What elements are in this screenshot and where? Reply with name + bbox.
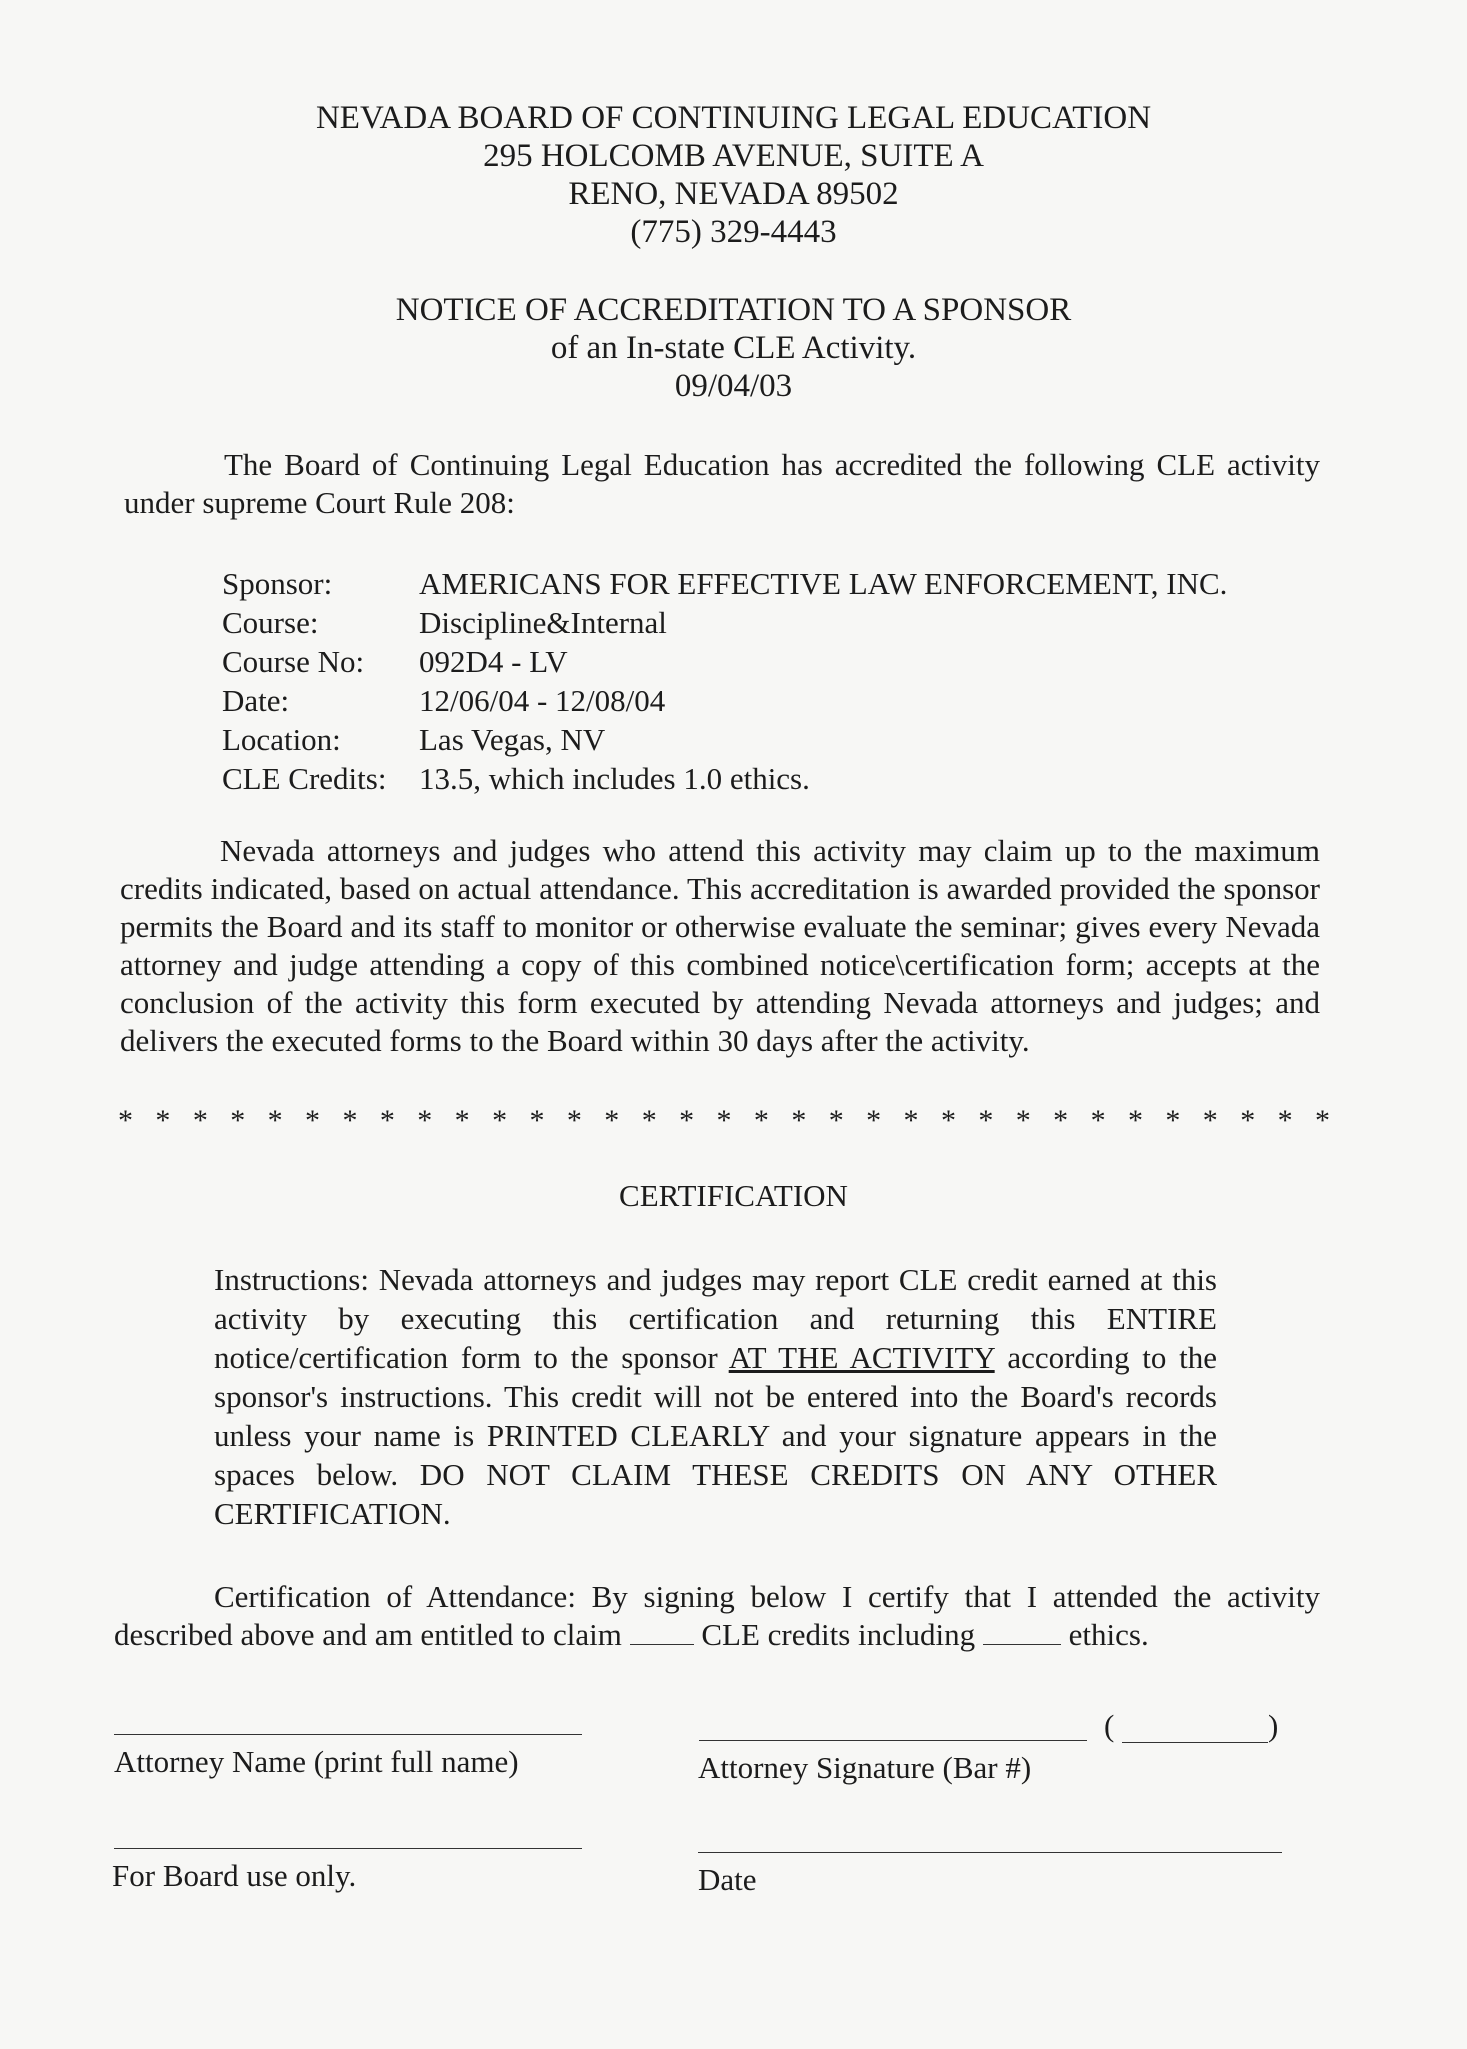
detail-row-cle-credits xyxy=(222,761,1227,800)
separator-star: * xyxy=(716,1104,732,1137)
separator-star: * xyxy=(1015,1104,1031,1137)
attendance-text-end: ethics. xyxy=(1060,1617,1149,1652)
separator-star: * xyxy=(1240,1104,1256,1137)
bar-number-close-paren: ) xyxy=(1268,1708,1279,1743)
org-name: NEVADA BOARD OF CONTINUING LEGAL EDUCATION xyxy=(315,100,1152,136)
detail-label: Course No: xyxy=(222,644,365,679)
attendance-statement xyxy=(114,1578,1320,1654)
separator-star: * xyxy=(1277,1104,1293,1137)
separator-star: * xyxy=(1053,1104,1069,1137)
separator-star: * xyxy=(417,1104,433,1137)
separator-star: * xyxy=(604,1104,620,1137)
separator-star: * xyxy=(940,1104,956,1137)
detail-value: 12/06/04 - 12/08/04 xyxy=(419,683,666,718)
separator-star: * xyxy=(866,1104,882,1137)
detail-value: Discipline&Internal xyxy=(419,605,667,640)
detail-label: Location: xyxy=(222,722,341,757)
separator-star: * xyxy=(828,1104,844,1137)
notice-date: 09/04/03 xyxy=(674,368,793,404)
separator-star: * xyxy=(791,1104,807,1137)
org-address-line-1: 295 HOLCOMB AVENUE, SUITE A xyxy=(483,138,984,174)
attorney-signature-label: Attorney Signature (Bar #) xyxy=(698,1750,1032,1785)
bar-number-line[interactable] xyxy=(1122,1742,1268,1743)
separator-star: * xyxy=(1090,1104,1106,1137)
instructions-emphasis: AT THE ACTIVITY xyxy=(728,1340,995,1375)
separator-star: * xyxy=(1315,1104,1330,1137)
date-label: Date xyxy=(698,1862,757,1897)
notice-subtitle: of an In-state CLE Activity. xyxy=(550,330,917,366)
intro-text: The Board of Continuing Legal Education has accredited the following CLE activity under supreme Court Rule 208: xyxy=(124,447,1320,520)
separator-star: * xyxy=(267,1104,283,1137)
detail-label: Date: xyxy=(222,683,290,718)
separator-star: * xyxy=(566,1104,582,1137)
detail-row-location xyxy=(222,722,1227,761)
attorney-name-line[interactable] xyxy=(114,1734,582,1735)
attorney-name-label: Attorney Name (print full name) xyxy=(114,1744,519,1779)
separator-star: * xyxy=(903,1104,919,1137)
detail-value: 13.5, which includes 1.0 ethics. xyxy=(419,761,810,796)
detail-label: CLE Credits: xyxy=(222,761,387,796)
separator-star: * xyxy=(492,1104,508,1137)
separator-star: * xyxy=(305,1104,321,1137)
detail-value: AMERICANS FOR EFFECTIVE LAW ENFORCEMENT, INC. xyxy=(419,566,1228,601)
detail-value: 092D4 - LV xyxy=(419,644,568,679)
ethics-credits-blank[interactable] xyxy=(983,1618,1061,1645)
detail-label: Sponsor: xyxy=(222,566,333,601)
detail-row-sponsor xyxy=(222,566,1227,605)
separator-star: * xyxy=(641,1104,657,1137)
detail-row-course-no xyxy=(222,644,1227,683)
separator-star: * xyxy=(1165,1104,1181,1137)
separator-star: * xyxy=(118,1104,133,1137)
attendance-text: Certification of Attendance: By signing below I certify that I attended the activity described above and am entitled to claim xyxy=(114,1579,1320,1652)
org-phone: (775) 329-4443 xyxy=(630,214,837,250)
separator-star: * xyxy=(155,1104,171,1137)
separator-star: * xyxy=(978,1104,994,1137)
separator-star: * xyxy=(192,1104,208,1137)
certification-heading: CERTIFICATION xyxy=(619,1178,848,1213)
separator-star: * xyxy=(379,1104,395,1137)
board-use-label: For Board use only. xyxy=(112,1858,357,1893)
instructions-text-continued: according to the sponsor's instructions. This credit will not be entered into the Board's records unless your name is PRINTED CLEARLY and your signature appears in the spaces below. DO NOT CLAIM THESE CREDITS ON ANY OTHER CERTIFICATION. xyxy=(214,1340,1218,1531)
star-separator xyxy=(118,1104,1330,1138)
terms-paragraph xyxy=(120,832,1320,1060)
detail-value: Las Vegas, NV xyxy=(419,722,606,757)
activity-details xyxy=(222,566,1227,800)
separator-star: * xyxy=(230,1104,246,1137)
separator-star: * xyxy=(342,1104,358,1137)
separator-star: * xyxy=(753,1104,769,1137)
detail-row-date xyxy=(222,683,1227,722)
intro-paragraph xyxy=(124,446,1320,522)
detail-row-course xyxy=(222,605,1227,644)
terms-text: Nevada attorneys and judges who attend this activity may claim up to the maximum credits indicated, based on actual attendance. This accreditation is awarded provided the sponsor permits the Board and its staff to monitor or otherwise evaluate the seminar; gives every Nevada attorney and judge attending a copy of this combined notice\certification form; accepts at the conclusion of the activity this form executed by attending Nevada attorneys and judges; and delivers the executed forms to the Board within 30 days after the activity. xyxy=(120,833,1320,1058)
org-address-line-2: RENO, NEVADA 89502 xyxy=(568,176,899,212)
notice-title: NOTICE OF ACCREDITATION TO A SPONSOR xyxy=(395,292,1072,328)
date-line[interactable] xyxy=(698,1852,1282,1853)
attorney-signature-line[interactable] xyxy=(699,1740,1087,1741)
attendance-text-continued: CLE credits including xyxy=(693,1617,983,1652)
separator-star: * xyxy=(1127,1104,1143,1137)
bar-number-open-paren: ( xyxy=(1104,1708,1115,1743)
credits-claimed-blank[interactable] xyxy=(630,1618,694,1645)
detail-label: Course: xyxy=(222,605,319,640)
board-use-line xyxy=(114,1848,582,1849)
instructions-text: Instructions: Nevada attorneys and judges may report CLE credit earned at this activity by executing this certification and returning this ENTIRE notice/certification form to the sponsor xyxy=(214,1262,1217,1375)
certification-instructions xyxy=(214,1260,1217,1533)
separator-star: * xyxy=(454,1104,470,1137)
separator-star: * xyxy=(1202,1104,1218,1137)
separator-star: * xyxy=(679,1104,695,1137)
separator-star: * xyxy=(529,1104,545,1137)
